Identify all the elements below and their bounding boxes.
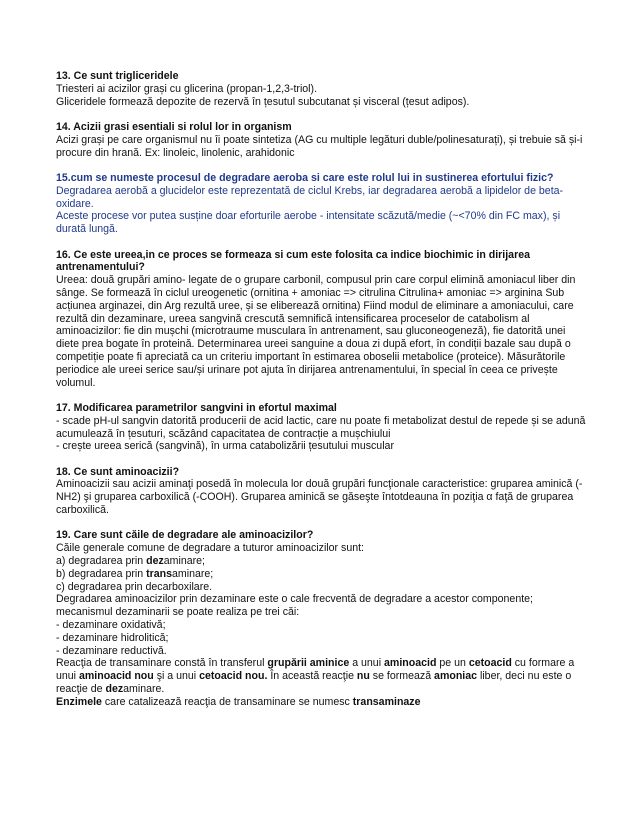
emphasized-text: Enzimele [56, 695, 102, 708]
answer-text: Ureea: două grupări amino- legate de o grupare carbonil, compusul prin care corpul elimină amoniacul liber din sânge. Se formează în ciclul ureogenetic (ornitina + amoniac => citrulina Citrulina+ amoniac => arginina Sub acțiunea arginazei, din Arg rezultă uree, și se eliberează ornitina) Fiind modul de eliminare a amoniacului, care rezultă din dezaminare, ureea sangvină crescută semnifică intensificarea proceselor de catabolism al aminoacizilor: fie din mușchi (microtraume musculara în antrenament, sau gluconeogeneză), fie datorită unei diete prea bogate în proteină. Determinarea ureei sanguine a doua zi după efort, în condiții bazale sau după o competiție poate fi apreciată ca un criteriu important în estimarea oboselii metabolice (proteice). Măsurătorile periodice ale ureei serice sau/și urinare pot ajuta în dirijarea antrenamentului, în special în ceea ce privește volumul. [56, 274, 576, 389]
section-18 [56, 466, 586, 517]
text-segment: În această reacţie [267, 670, 357, 683]
text-segment: a) degradarea prin [56, 555, 147, 568]
answer-text: - dezaminare hidrolitică; [56, 631, 169, 644]
answer-text: Acizi grași pe care organismul nu îi poate sintetiza (AG cu multiple legături duble/polinesaturați), și trebuie să și-i procure din hrană. Ex: linoleic, linolenic, arahidonic [56, 133, 583, 159]
answer-text: Aceste procese vor putea susține doar eforturile aerobe - intensitate scăzută/medie (~<70% din FC max), și durată lungă. [56, 210, 561, 236]
answer-text: Gliceridele formează depozite de rezervă în țesutul subcutanat și visceral (țesut adipos). [56, 95, 470, 108]
answer-text: Triesteri ai acizilor grași cu glicerina (propan-1,2,3-triol). [56, 82, 318, 95]
section-16 [56, 249, 586, 390]
text-segment: şi a unui [153, 670, 200, 683]
text-segment: aminare; [172, 567, 214, 580]
text-segment: care catalizează reacţia de transaminare se numesc [101, 695, 353, 708]
emphasized-text: dez [105, 683, 124, 696]
document-page [56, 70, 586, 721]
question-heading: 17. Modificarea parametrilor sangvini in efortul maximal [56, 401, 337, 414]
emphasized-text: nu [356, 670, 370, 683]
emphasized-text: transaminaze [352, 695, 421, 708]
emphasized-text: aminoacid nou [78, 670, 154, 683]
text-segment: se formează [369, 670, 435, 683]
answer-text: Aminoacizii sau acizii aminaţi posedă în molecula lor două grupări funcţionale caracteristice: gruparea aminică (-NH2) şi gruparea carboxilică (-COOH). Gruparea aminică se găseşte întotdeauna în poziţia α faţă de gruparea carboxilică. [56, 478, 583, 517]
emphasized-text: cetoacid [468, 657, 512, 670]
text-segment: a unui [349, 657, 385, 670]
text-segment: liber, deci nu este o reacţie de [56, 670, 572, 696]
emphasized-text: dez [146, 555, 164, 568]
question-heading: 18. Ce sunt aminoacizii? [56, 465, 180, 478]
section-13 [56, 70, 586, 108]
answer-text: - crește ureea serică (sangvină), în urma catabolizării țesutului muscular [56, 440, 394, 453]
question-heading: 19. Care sunt căile de degradare ale aminoacizilor? [56, 529, 314, 542]
question-heading: 13. Ce sunt trigliceridele [56, 70, 179, 82]
answer-rich-line [56, 568, 586, 581]
answer-text: - dezaminare oxidativă; [56, 619, 166, 632]
answer-rich-line [56, 657, 586, 695]
answer-text: Degradarea aminoacizilor prin dezaminare este o cale frecventă de degradare a acestor componente; mecanismul dezaminarii se poate realiza pe trei căi: [56, 593, 533, 619]
text-segment: Reacţia de transaminare constă în transferul [56, 657, 268, 670]
text-segment: aminare. [123, 683, 165, 696]
answer-rich-line [56, 696, 586, 709]
emphasized-text: grupării aminice [267, 657, 350, 670]
emphasized-text: cetoacid nou. [199, 670, 268, 683]
answer-text: Căile generale comune de degradare a tuturor aminoacizilor sunt: [56, 542, 364, 555]
answer-text: c) degradarea prin decarboxilare. [56, 580, 213, 593]
text-segment: pe un [436, 657, 469, 670]
answer-rich-line [56, 555, 586, 568]
text-segment: aminare; [163, 555, 205, 568]
emphasized-text: trans [146, 567, 173, 580]
answer-text: Degradarea aerobă a glucidelor este reprezentată de ciclul Krebs, iar degradarea aerobă a lipidelor de beta-oxidare. [56, 184, 564, 210]
question-heading: 15.cum se numeste procesul de degradare aeroba si care este rolul lui in sustinerea efortului fizic? [56, 171, 554, 184]
emphasized-text: aminoacid [384, 657, 437, 670]
emphasized-text: amoniac [434, 670, 478, 683]
section-15 [56, 172, 586, 236]
answer-text: - dezaminare reductivă. [56, 644, 167, 657]
text-segment: b) degradarea prin [56, 567, 147, 580]
question-heading: 16. Ce este ureea,in ce proces se formeaza si cum este folosita ca indice biochimic in dirijarea antrenamentului? [56, 248, 530, 274]
section-17 [56, 402, 586, 453]
section-19 [56, 529, 586, 708]
section-14 [56, 121, 586, 159]
question-heading: 14. Acizii grasi esentiali si rolul lor in organism [56, 120, 292, 133]
answer-text: - scade pH-ul sangvin datorită producerii de acid lactic, care nu poate fi metabolizat destul de repede și se adună acumulează în țesuturi, scăzând capacitatea de contracție a mușchiului [56, 414, 586, 440]
text-segment: cu formare a unui [56, 657, 575, 683]
